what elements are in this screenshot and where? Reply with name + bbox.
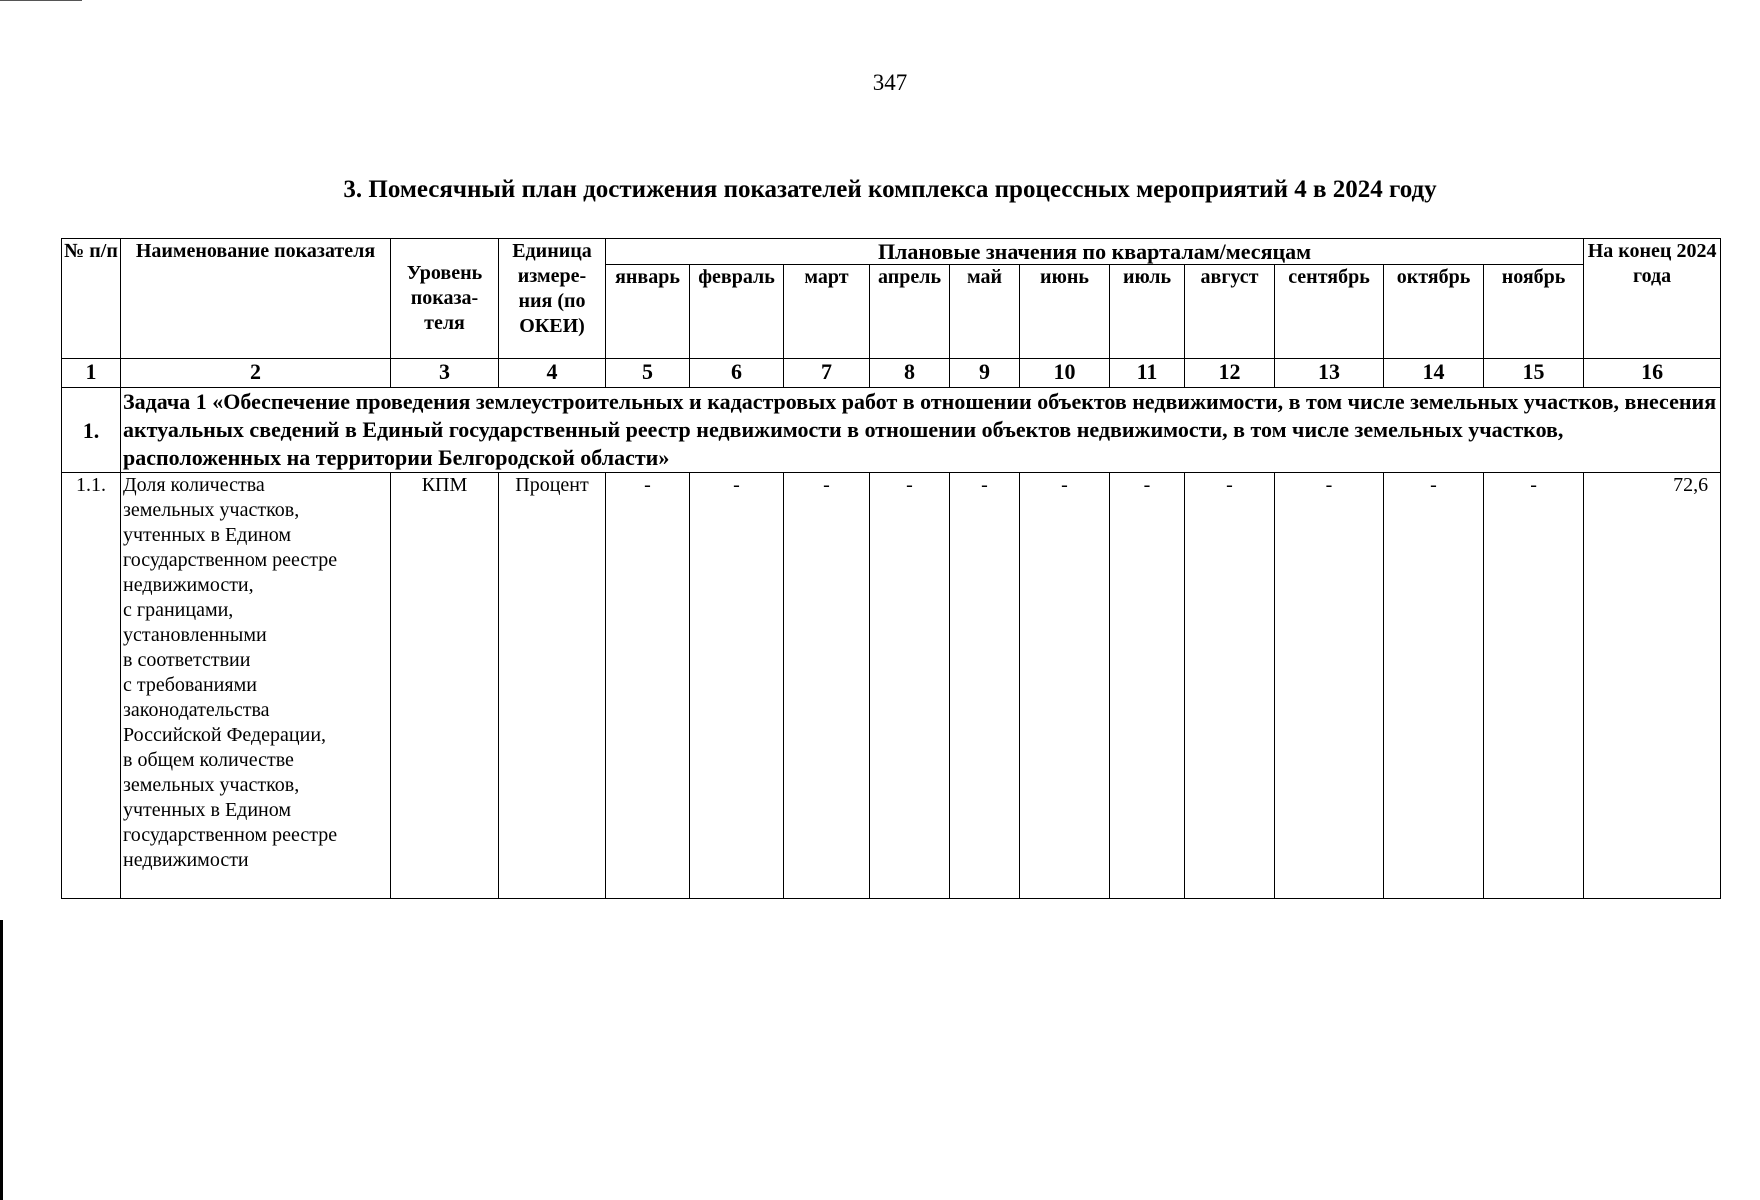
month-value: - bbox=[870, 473, 950, 899]
year-end-value: 72,6 bbox=[1584, 473, 1721, 899]
header-name: Наименование показателя bbox=[121, 239, 391, 359]
month-value: - bbox=[950, 473, 1020, 899]
column-number: 5 bbox=[606, 359, 690, 388]
column-number: 2 bbox=[121, 359, 391, 388]
indicator-name: Доля количества земельных участков, учтенных в Едином государственном реестре недвижимости, с границами, установленными в соответствии с требованиями законодательства Российской Федерации, в общем количестве земельных участков, учтенных в Едином государственном реестре недвижимости bbox=[121, 473, 391, 899]
indicator-level: КПМ bbox=[391, 473, 499, 899]
column-number: 16 bbox=[1584, 359, 1721, 388]
header-month: май bbox=[950, 265, 1020, 359]
month-value: - bbox=[690, 473, 784, 899]
column-number: 11 bbox=[1110, 359, 1185, 388]
header-month: апрель bbox=[870, 265, 950, 359]
column-number: 8 bbox=[870, 359, 950, 388]
task-row bbox=[62, 388, 1721, 473]
month-value: - bbox=[784, 473, 870, 899]
month-value: - bbox=[1484, 473, 1584, 899]
header-month: ноябрь bbox=[1484, 265, 1584, 359]
column-number: 9 bbox=[950, 359, 1020, 388]
column-number: 13 bbox=[1275, 359, 1384, 388]
header-month: август bbox=[1185, 265, 1275, 359]
header-level: Уровень показа-теля bbox=[391, 239, 499, 359]
month-value: - bbox=[1384, 473, 1484, 899]
scan-edge-line bbox=[0, 920, 3, 1200]
header-month: январь bbox=[606, 265, 690, 359]
header-month: февраль bbox=[690, 265, 784, 359]
column-number: 1 bbox=[62, 359, 121, 388]
header-month: июль bbox=[1110, 265, 1185, 359]
column-number: 3 bbox=[391, 359, 499, 388]
page-number: 347 bbox=[872, 70, 908, 95]
scan-edge-line bbox=[0, 0, 82, 1]
header-month: сентябрь bbox=[1275, 265, 1384, 359]
month-value: - bbox=[606, 473, 690, 899]
column-number-row bbox=[62, 359, 1721, 388]
column-number: 4 bbox=[499, 359, 606, 388]
column-number: 12 bbox=[1185, 359, 1275, 388]
column-number: 7 bbox=[784, 359, 870, 388]
header-month: июнь bbox=[1020, 265, 1110, 359]
month-value: - bbox=[1020, 473, 1110, 899]
month-value: - bbox=[1110, 473, 1185, 899]
plan-table bbox=[61, 238, 1721, 899]
header-unit: Единица измере-ния (по ОКЕИ) bbox=[499, 239, 606, 359]
document-title: 3. Помесячный план достижения показателей комплекса процессных мероприятий 4 в 2024 году bbox=[343, 176, 1437, 203]
header-num: № п/п bbox=[62, 239, 121, 359]
header-month: октябрь bbox=[1384, 265, 1484, 359]
task-text: Задача 1 «Обеспечение проведения землеустроительных и кадастровых работ в отношении объектов недвижимости, в том числе земельных участков, внесения актуальных сведений в Единый государственный реестр недвижимости в отношении объектов недвижимости, в том числе земельных участков, расположенных на территории Белгородской области» bbox=[121, 388, 1721, 473]
header-end: На конец 2024 года bbox=[1584, 239, 1721, 359]
month-value: - bbox=[1185, 473, 1275, 899]
column-number: 14 bbox=[1384, 359, 1484, 388]
row-number: 1.1. bbox=[62, 473, 121, 899]
table-row bbox=[62, 473, 1721, 899]
column-number: 10 bbox=[1020, 359, 1110, 388]
month-value: - bbox=[1275, 473, 1384, 899]
header-row bbox=[62, 239, 1721, 265]
indicator-unit: Процент bbox=[499, 473, 606, 899]
column-number: 6 bbox=[690, 359, 784, 388]
header-plan-group: Плановые значения по кварталам/месяцам bbox=[606, 239, 1584, 265]
task-number: 1. bbox=[62, 388, 121, 473]
column-number: 15 bbox=[1484, 359, 1584, 388]
header-month: март bbox=[784, 265, 870, 359]
